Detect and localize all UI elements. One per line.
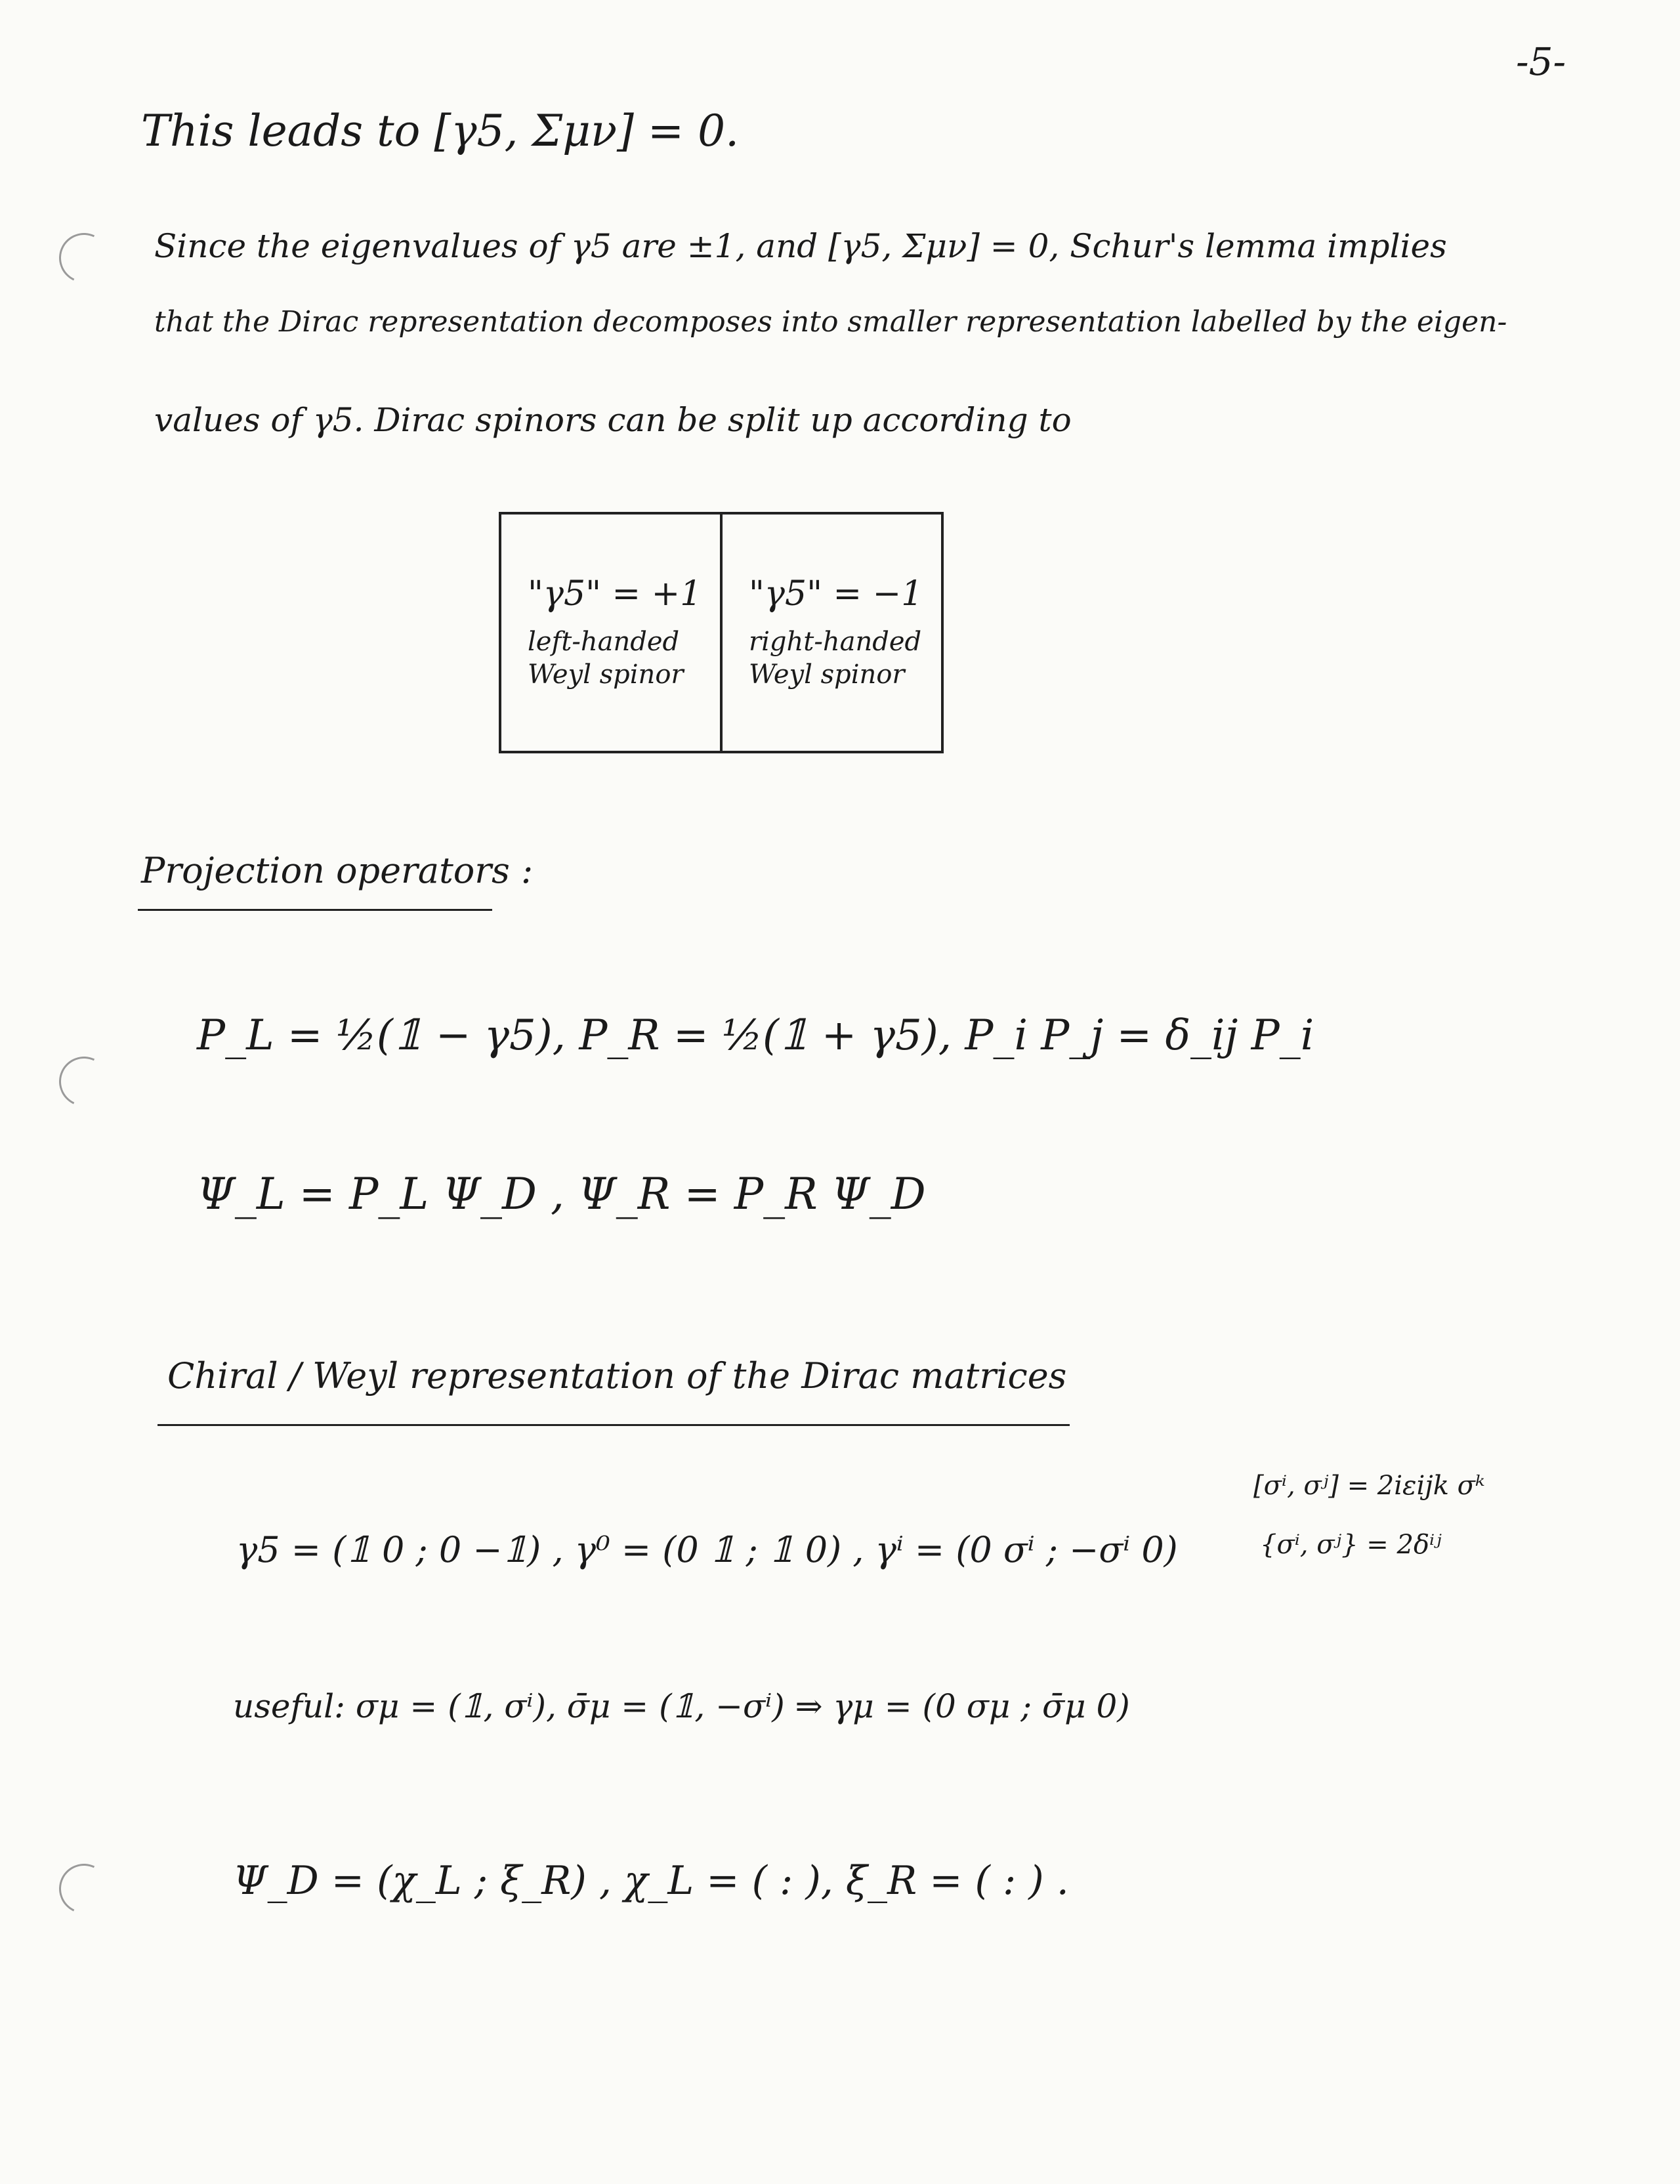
paragraph-line-3: values of γ5. Dirac spinors can be split up according to [154, 401, 1072, 439]
equation-psi: Ψ_L = P_L Ψ_D , Ψ_R = P_R Ψ_D [197, 1169, 926, 1219]
left-eigenvalue: "γ5" = +1 [528, 574, 702, 614]
equation-projectors: P_L = ½(𝟙 − γ5), P_R = ½(𝟙 + γ5), P_i P_j = δ_ij P_i [197, 1011, 1314, 1060]
right-label: right-handed Weyl spinor [749, 627, 922, 690]
punch-hole-middle [52, 1049, 116, 1113]
pauli-anticommutator: {σⁱ, σʲ} = 2δⁱʲ [1260, 1530, 1442, 1560]
equation-dirac-spinor: Ψ_D = (χ_L ; ξ_R) , χ_L = ( : ), ξ_R = ( : ) . [233, 1858, 1069, 1904]
underline-projection [138, 909, 492, 911]
left-label: left-handed Weyl spinor [528, 627, 684, 690]
paragraph-line-1: Since the eigenvalues of γ5 are ±1, and [γ5, Σμν] = 0, Schur's lemma implies [154, 227, 1447, 265]
line-commutator: This leads to [γ5, Σμν] = 0. [141, 106, 740, 156]
punch-hole-top [52, 226, 116, 289]
pauli-commutator: [σⁱ, σʲ] = 2iεijk σᵏ [1253, 1471, 1485, 1501]
table-cell-left [501, 514, 720, 751]
punch-hole-bottom [52, 1857, 116, 1920]
weyl-spinor-table [499, 512, 944, 753]
paragraph-line-2: that the Dirac representation decomposes into smaller representation labelled by the eigen- [154, 305, 1507, 339]
underline-chiral [158, 1424, 1070, 1426]
equation-useful: useful: σμ = (𝟙, σⁱ), σ̄μ = (𝟙, −σⁱ) ⇒ γμ = (0 σμ ; σ̄μ 0) [233, 1687, 1130, 1725]
heading-chiral: Chiral / Weyl representation of the Dirac matrices [167, 1355, 1067, 1396]
heading-projection: Projection operators : [141, 850, 534, 891]
equation-gamma-matrices: γ5 = (𝟙 0 ; 0 −𝟙) , γ⁰ = (0 𝟙 ; 𝟙 0) , γⁱ = (0 σⁱ ; −σⁱ 0) [236, 1529, 1178, 1570]
table-cell-right [720, 514, 941, 751]
right-eigenvalue: "γ5" = −1 [749, 574, 923, 614]
page-number: -5- [1516, 39, 1566, 84]
